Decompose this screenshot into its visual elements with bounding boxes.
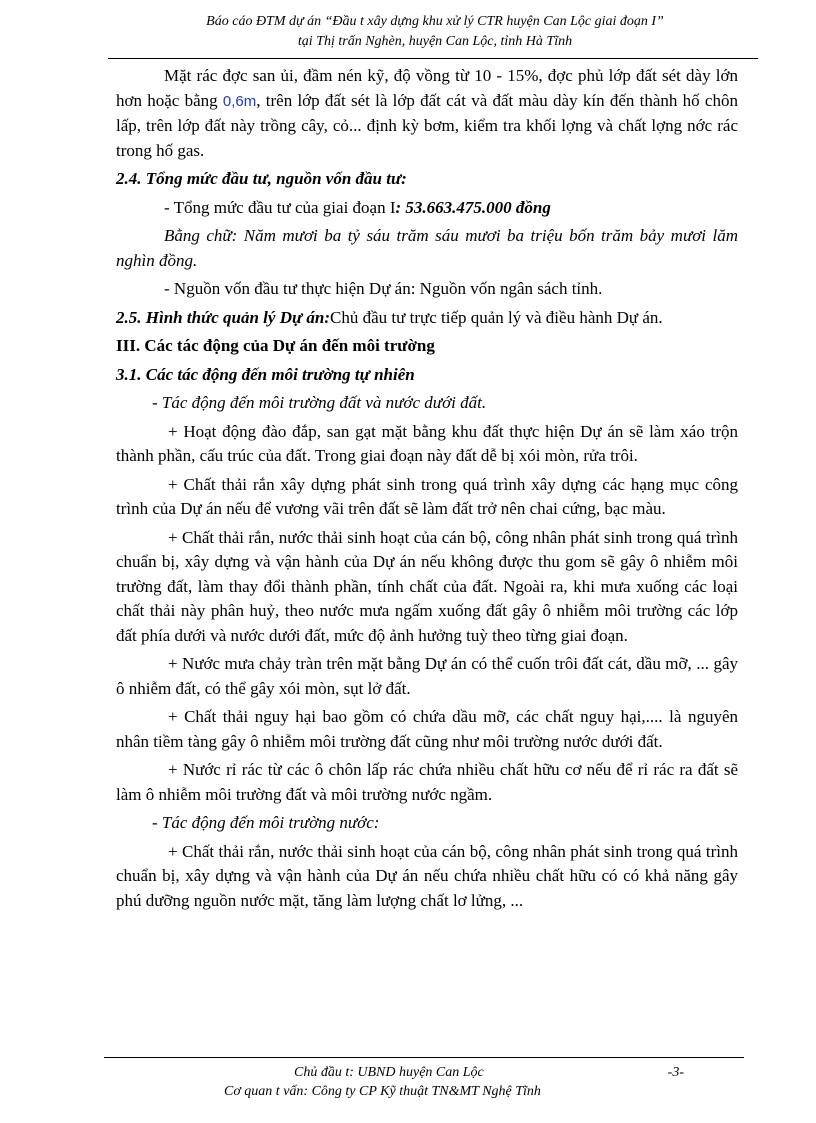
paragraph-text: , trên lớp đất sét là lớp đất cát và đất màu dày kín đến thành hố chôn lấp, trên lớp đất này trồng cây, cỏ... định kỳ bơm, kiểm tra khối lợng và chất lợng nớc rác trong hố gas. <box>116 90 738 160</box>
header-divider <box>108 58 758 59</box>
heading-label: 2.5. Hình thức quản lý Dự án: <box>116 307 331 327</box>
paragraph-item: + Chất thải rắn, nước thải sinh hoạt của cán bộ, công nhân phát sinh trong quá trình chuẩn bị, xây dựng và vận hành của Dự án nếu chứa nhiều chất hữu có có khả năng gây phú dưỡng nguồn nước mặt, tăng làm lượng chất lơ lửng, ... <box>116 841 738 910</box>
paragraph-text: Mặt rác đợc san ủi, đầm nén kỹ, độ vồng từ 10 - 15%, đợc phủ lớp đất sét dày lớn hơn hoặc bằng <box>116 66 738 110</box>
paragraph-landfill <box>116 64 738 163</box>
section-heading-2-5 <box>116 306 738 331</box>
paragraph-item: + Chất thải rắn xây dựng phát sinh trong quá trình xây dựng các hạng mục công trình của Dự án nếu để vương vãi trên đất sẽ làm đất trở nên chai cứng, bạc màu. <box>116 474 738 518</box>
page-footer <box>104 1063 744 1101</box>
page-header <box>110 12 760 52</box>
paragraph-text: - Tổng mức đầu tư của giai đoạn I <box>164 197 396 217</box>
paragraph-item: + Chất thải rắn, nước thải sinh hoạt của cán bộ, công nhân phát sinh trong quá trình chuẩn bị, xây dựng và vận hành của Dự án nếu không được thu gom sẽ gây ô nhiễm môi trường đất, làm thay đổi thành phần, tính chất của đất. Ngoài ra, khi mưa xuống các loại chất thải này phân huỷ, theo nước mưa ngấm xuống đất gây ô nhiễm môi trường các lớp đất phía dưới và nước dưới đất, mức độ ảnh hưởng tuỳ theo từng giai đoạn. <box>116 527 738 645</box>
section-heading-3-1: 3.1. Các tác động đến môi trường tự nhiên <box>116 364 415 384</box>
paragraph-total-investment <box>116 196 738 221</box>
page-number: -3- <box>667 1065 684 1080</box>
section-heading-iii: III. Các tác động của Dự án đến môi trường <box>116 336 435 355</box>
footer-owner: Chủ đầu t: UBND huyện Can Lộc <box>294 1065 484 1080</box>
header-line-1: Báo cáo ĐTM dự án “Đầu t xây dựng khu xử lý CTR huyện Can Lộc giai đoạn I” <box>206 14 664 29</box>
paragraph-item: + Nước rỉ rác từ các ô chôn lấp rác chứa nhiều chất hữu cơ nếu để rỉ rác ra đất sẽ làm ô nhiễm môi trường đất và môi trường nước ngầm. <box>116 760 738 804</box>
paragraph-funding-source: - Nguồn vốn đầu tư thực hiện Dự án: Nguồn vốn ngân sách tỉnh. <box>164 279 603 298</box>
highlighted-value: 0,6m <box>222 92 257 110</box>
subheading-soil: - Tác động đến môi trường đất và nước dưới đất. <box>152 393 487 412</box>
document-body <box>116 64 738 917</box>
header-line-2: tại Thị trấn Nghèn, huyện Can Lộc, tỉnh Hà Tĩnh <box>297 34 573 49</box>
paragraph-item: + Chất thải nguy hại bao gồm có chứa dầu mỡ, các chất nguy hại,.... là nguyên nhân tiềm tàng gây ô nhiễm môi trường đất cũng như môi trường nước dưới đất. <box>116 707 738 751</box>
paragraph-text: Chủ đầu tư trực tiếp quản lý và điều hành Dự án. <box>330 307 663 327</box>
footer-divider <box>104 1057 744 1058</box>
section-heading-2-4: 2.4. Tổng mức đầu tư, nguồn vốn đầu tư: <box>116 169 407 188</box>
total-amount: : 53.663.475.000 đồng <box>395 197 551 217</box>
paragraph-item: + Nước mưa chảy tràn trên mặt bằng Dự án có thể cuốn trôi đất cát, dầu mỡ, ... gây ô nhiễm đất, có thể gây xói mòn, sụt lở đất. <box>116 654 738 698</box>
footer-consultant: Cơ quan t vấn: Công ty CP Kỹ thuật TN&MT Nghệ Tĩnh <box>224 1084 541 1099</box>
paragraph-item: + Hoạt động đào đắp, san gạt mặt bằng khu đất thực hiện Dự án sẽ làm xáo trộn thành phần, cấu trúc của đất. Trong giai đoạn này đất dễ bị xói mòn, rửa trôi. <box>116 421 738 465</box>
subheading-water: - Tác động đến môi trường nước: <box>152 813 380 832</box>
paragraph-amount-in-words: Bằng chữ: Năm mươi ba tỷ sáu trăm sáu mươi ba triệu bốn trăm bảy mươi lăm nghìn đồng. <box>116 226 738 270</box>
